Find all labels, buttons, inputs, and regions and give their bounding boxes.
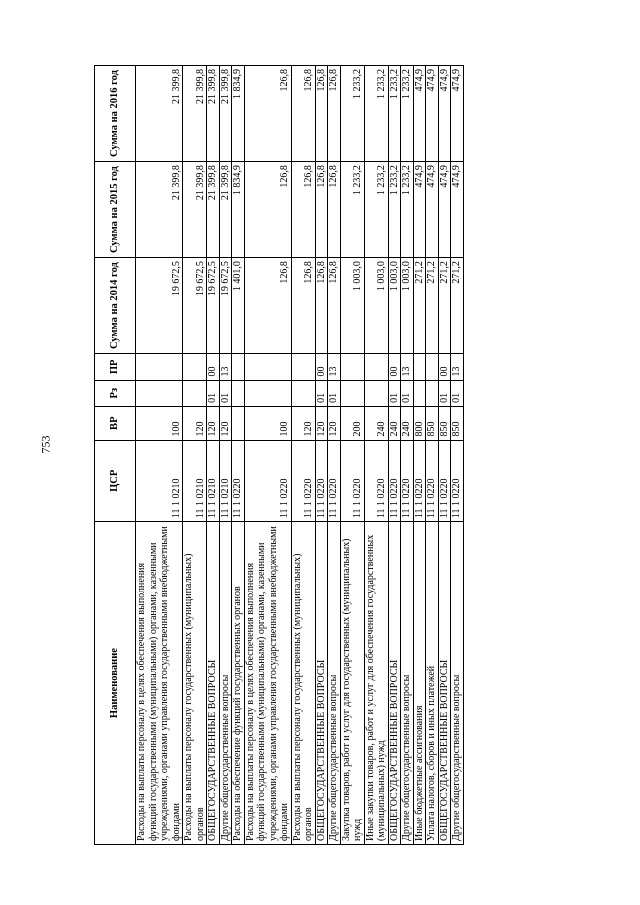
row-vr: 240 bbox=[388, 406, 401, 440]
row-2015: 21 399,8 bbox=[183, 162, 207, 258]
row-vr: 120 bbox=[291, 406, 315, 440]
table-row bbox=[364, 66, 388, 845]
row-pr bbox=[340, 354, 364, 380]
row-2016: 1 834,9 bbox=[232, 66, 245, 162]
row-pr: 00 bbox=[388, 354, 401, 380]
header-rz: Рз bbox=[95, 380, 136, 406]
row-2016: 126,8 bbox=[328, 66, 341, 162]
row-rz bbox=[244, 380, 291, 406]
header-csr: ЦСР bbox=[95, 440, 136, 522]
row-pr bbox=[232, 354, 245, 380]
row-vr: 200 bbox=[340, 406, 364, 440]
table-header-row bbox=[95, 66, 136, 845]
row-name: Расходы на выплаты персоналу государственных (муниципальных) органов bbox=[291, 522, 315, 845]
row-vr: 240 bbox=[364, 406, 388, 440]
row-2015: 126,8 bbox=[291, 162, 315, 258]
row-2015: 474,9 bbox=[413, 162, 426, 258]
row-pr: 13 bbox=[328, 354, 341, 380]
row-2015: 474,9 bbox=[426, 162, 439, 258]
row-name: Расходы на выплаты персоналу в целях обеспечения выполнения функций государственными (муниципальными) органами, казенными учреждениями, органами управления государственными внебюджетными фондами bbox=[136, 522, 183, 845]
row-2015: 21 399,8 bbox=[136, 162, 183, 258]
row-2014: 1 003,0 bbox=[340, 258, 364, 354]
row-2016: 21 399,8 bbox=[183, 66, 207, 162]
row-2014: 19 672,5 bbox=[219, 258, 232, 354]
row-rz: 01 bbox=[219, 380, 232, 406]
row-name: ОБЩЕГОСУДАРСТВЕННЫЕ ВОПРОСЫ bbox=[388, 522, 401, 845]
row-2015: 1 233,2 bbox=[340, 162, 364, 258]
row-name: Расходы на выплаты персоналу в целях обеспечения выполнения функций государственными (муниципальными) органами, казенными учреждениями, органами управления государственными внебюджетными фондами bbox=[244, 522, 291, 845]
row-csr: 11 1 0220 bbox=[438, 440, 451, 522]
row-vr: 850 bbox=[438, 406, 451, 440]
row-pr bbox=[136, 354, 183, 380]
row-rz: 01 bbox=[328, 380, 341, 406]
row-name: Закупка товаров, работ и услуг для государственных (муниципальных) нужд bbox=[340, 522, 364, 845]
table-row bbox=[315, 66, 328, 845]
row-2015: 126,8 bbox=[315, 162, 328, 258]
row-vr: 120 bbox=[207, 406, 220, 440]
row-2014: 19 672,5 bbox=[183, 258, 207, 354]
row-rz bbox=[426, 380, 439, 406]
row-vr: 850 bbox=[426, 406, 439, 440]
row-pr bbox=[413, 354, 426, 380]
row-2015: 1 233,2 bbox=[364, 162, 388, 258]
row-2016: 21 399,8 bbox=[136, 66, 183, 162]
row-2015: 1 233,2 bbox=[388, 162, 401, 258]
row-name: Другие общегосударственные вопросы bbox=[401, 522, 414, 845]
row-name: Другие общегосударственные вопросы bbox=[219, 522, 232, 845]
table-row bbox=[219, 66, 232, 845]
row-pr: 13 bbox=[401, 354, 414, 380]
row-2015: 21 399,8 bbox=[207, 162, 220, 258]
table-row bbox=[401, 66, 414, 845]
row-2014: 271,2 bbox=[413, 258, 426, 354]
row-vr: 240 bbox=[401, 406, 414, 440]
row-csr: 11 1 0210 bbox=[219, 440, 232, 522]
row-name: Уплата налогов, сборов и иных платежей bbox=[426, 522, 439, 845]
row-rz bbox=[183, 380, 207, 406]
row-2014: 126,8 bbox=[315, 258, 328, 354]
header-2014: Сумма на 2014 год bbox=[95, 258, 136, 354]
row-2014: 271,2 bbox=[426, 258, 439, 354]
row-2016: 126,8 bbox=[315, 66, 328, 162]
row-rz bbox=[136, 380, 183, 406]
row-csr: 11 1 0220 bbox=[340, 440, 364, 522]
row-csr: 11 1 0220 bbox=[388, 440, 401, 522]
row-pr: 13 bbox=[219, 354, 232, 380]
row-2016: 21 399,8 bbox=[219, 66, 232, 162]
table-row bbox=[438, 66, 451, 845]
header-vr: ВР bbox=[95, 406, 136, 440]
row-2015: 21 399,8 bbox=[219, 162, 232, 258]
row-rz bbox=[413, 380, 426, 406]
table-row bbox=[388, 66, 401, 845]
row-csr: 11 1 0220 bbox=[413, 440, 426, 522]
row-pr bbox=[291, 354, 315, 380]
row-vr: 800 bbox=[413, 406, 426, 440]
row-2016: 474,9 bbox=[413, 66, 426, 162]
header-2016: Сумма на 2016 год bbox=[95, 66, 136, 162]
row-rz: 01 bbox=[315, 380, 328, 406]
row-2014: 1 003,0 bbox=[401, 258, 414, 354]
row-csr: 11 1 0210 bbox=[183, 440, 207, 522]
row-2014: 1 003,0 bbox=[364, 258, 388, 354]
row-rz bbox=[340, 380, 364, 406]
row-csr: 11 1 0220 bbox=[291, 440, 315, 522]
row-name: Расходы на обеспечение функций государственных органов bbox=[232, 522, 245, 845]
rotated-table-container bbox=[94, 65, 562, 845]
row-name: Иные закупки товаров, работ и услуг для обеспечения государственных (муниципальных) нужд bbox=[364, 522, 388, 845]
row-rz bbox=[232, 380, 245, 406]
table-row bbox=[328, 66, 341, 845]
row-2014: 19 672,5 bbox=[136, 258, 183, 354]
row-2015: 1 834,9 bbox=[232, 162, 245, 258]
row-2016: 21 399,8 bbox=[207, 66, 220, 162]
row-2014: 126,8 bbox=[328, 258, 341, 354]
header-pr: ПР bbox=[95, 354, 136, 380]
row-2016: 126,8 bbox=[291, 66, 315, 162]
row-name: ОБЩЕГОСУДАРСТВЕННЫЕ ВОПРОСЫ bbox=[438, 522, 451, 845]
row-csr: 11 1 0220 bbox=[364, 440, 388, 522]
row-vr: 120 bbox=[315, 406, 328, 440]
row-csr: 11 1 0210 bbox=[207, 440, 220, 522]
table-row bbox=[244, 66, 291, 845]
header-name: Наименование bbox=[95, 522, 136, 845]
row-2016: 474,9 bbox=[451, 66, 464, 162]
row-2016: 474,9 bbox=[438, 66, 451, 162]
row-rz bbox=[291, 380, 315, 406]
row-name: Другие общегосударственные вопросы bbox=[328, 522, 341, 845]
header-2015: Сумма на 2015 год bbox=[95, 162, 136, 258]
table-row bbox=[207, 66, 220, 845]
row-2015: 474,9 bbox=[438, 162, 451, 258]
row-pr: 00 bbox=[207, 354, 220, 380]
row-name: Расходы на выплаты персоналу государственных (муниципальных) органов bbox=[183, 522, 207, 845]
row-vr: 100 bbox=[136, 406, 183, 440]
row-pr: 00 bbox=[438, 354, 451, 380]
row-pr bbox=[364, 354, 388, 380]
row-csr: 11 1 0220 bbox=[401, 440, 414, 522]
row-2016: 126,8 bbox=[244, 66, 291, 162]
row-2014: 1 401,0 bbox=[232, 258, 245, 354]
row-2016: 1 233,2 bbox=[340, 66, 364, 162]
row-pr bbox=[183, 354, 207, 380]
table-row bbox=[340, 66, 364, 845]
row-vr: 120 bbox=[219, 406, 232, 440]
row-rz: 01 bbox=[401, 380, 414, 406]
row-2014: 1 003,0 bbox=[388, 258, 401, 354]
row-pr: 13 bbox=[451, 354, 464, 380]
row-vr: 120 bbox=[328, 406, 341, 440]
row-2015: 126,8 bbox=[244, 162, 291, 258]
row-vr: 100 bbox=[244, 406, 291, 440]
row-pr bbox=[244, 354, 291, 380]
row-rz: 01 bbox=[207, 380, 220, 406]
row-pr: 00 bbox=[315, 354, 328, 380]
row-csr: 11 1 0220 bbox=[244, 440, 291, 522]
row-2015: 474,9 bbox=[451, 162, 464, 258]
table-row bbox=[183, 66, 207, 845]
row-2014: 271,2 bbox=[438, 258, 451, 354]
row-csr: 11 1 0220 bbox=[451, 440, 464, 522]
row-2015: 1 233,2 bbox=[401, 162, 414, 258]
row-csr: 11 1 0220 bbox=[426, 440, 439, 522]
row-vr: 120 bbox=[183, 406, 207, 440]
row-rz bbox=[364, 380, 388, 406]
table-row bbox=[136, 66, 183, 845]
row-name: Другие общегосударственные вопросы bbox=[451, 522, 464, 845]
row-vr: 850 bbox=[451, 406, 464, 440]
row-name: Иные бюджетные ассигнования bbox=[413, 522, 426, 845]
table-row bbox=[451, 66, 464, 845]
budget-table bbox=[94, 65, 464, 845]
table-row bbox=[291, 66, 315, 845]
row-2014: 271,2 bbox=[451, 258, 464, 354]
row-csr: 11 1 0220 bbox=[232, 440, 245, 522]
row-2014: 126,8 bbox=[291, 258, 315, 354]
row-2016: 1 233,2 bbox=[388, 66, 401, 162]
row-2014: 19 672,5 bbox=[207, 258, 220, 354]
row-2015: 126,8 bbox=[328, 162, 341, 258]
row-csr: 11 1 0220 bbox=[328, 440, 341, 522]
row-2016: 1 233,2 bbox=[401, 66, 414, 162]
row-2016: 1 233,2 bbox=[364, 66, 388, 162]
row-rz: 01 bbox=[388, 380, 401, 406]
row-2016: 474,9 bbox=[426, 66, 439, 162]
row-vr bbox=[232, 406, 245, 440]
row-csr: 11 1 0220 bbox=[315, 440, 328, 522]
row-name: ОБЩЕГОСУДАРСТВЕННЫЕ ВОПРОСЫ bbox=[315, 522, 328, 845]
table-row bbox=[426, 66, 439, 845]
row-csr: 11 1 0210 bbox=[136, 440, 183, 522]
row-rz: 01 bbox=[438, 380, 451, 406]
row-2014: 126,8 bbox=[244, 258, 291, 354]
row-pr bbox=[426, 354, 439, 380]
page-number: 753 bbox=[38, 435, 53, 454]
table-row bbox=[232, 66, 245, 845]
table-row bbox=[413, 66, 426, 845]
row-name: ОБЩЕГОСУДАРСТВЕННЫЕ ВОПРОСЫ bbox=[207, 522, 220, 845]
row-rz: 01 bbox=[451, 380, 464, 406]
